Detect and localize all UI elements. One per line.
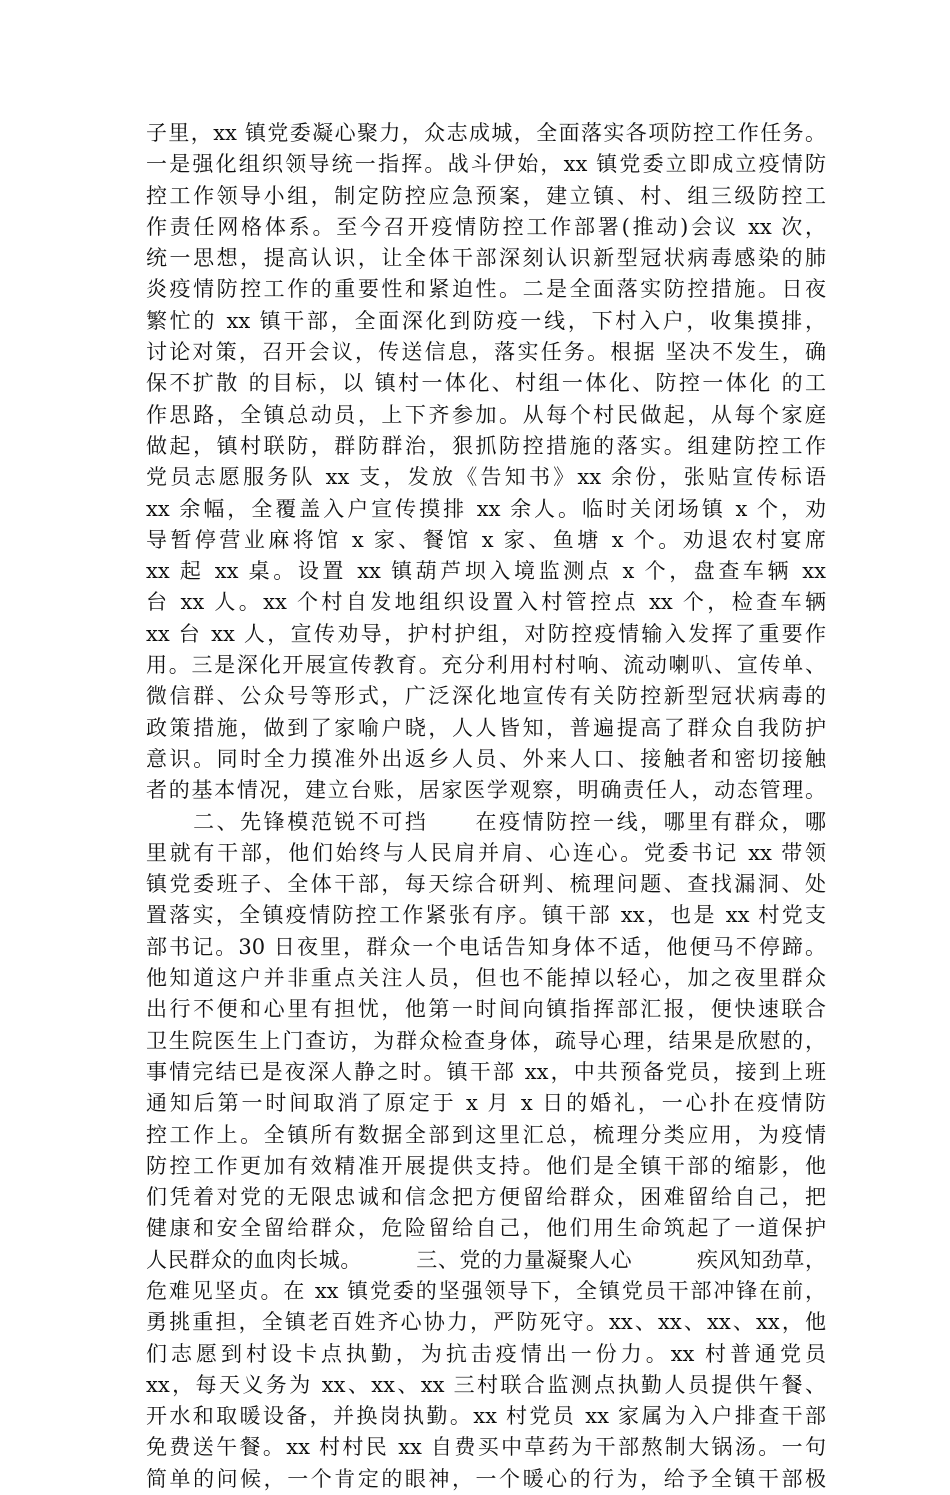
text-line: 勇挑重担，全镇老百姓齐心协力，严防死守。xx、xx、xx、xx，他 [146, 1310, 826, 1335]
text-line: 里就有干部，他们始终与人民肩并肩、心连心。党委书记 xx 带领 [146, 840, 826, 865]
text-line: 危难见坚贞。在 xx 镇党委的坚强领导下，全镇党员干部冲锋在前， [146, 1278, 826, 1303]
text-line: 者的基本情况，建立台账，居家医学观察，明确责任人，动态管理。 [146, 778, 826, 803]
text-line: 保不扩散 的目标，以 镇村一体化、村组一体化、防控一体化 的工 [146, 371, 826, 396]
text-line: xx 台 xx 人，宣传劝导，护村护组，对防控疫情输入发挥了重要作 [146, 621, 826, 646]
text-line: 控工作领导小组，制定防控应急预案，建立镇、村、组三级防控工 [146, 183, 826, 208]
text-line: xx 起 xx 桌。设置 xx 镇葫芦坝入境监测点 x 个，盘查车辆 xx [146, 559, 826, 584]
text-line: 镇党委班子、全体干部，每天综合研判、梳理问题、查找漏洞、处 [146, 872, 826, 897]
text-line: 卫生院医生上门查访，为群众检查身体，疏导心理，结果是欣慰的， [146, 1028, 826, 1053]
text-line: 防控工作更加有效精准开展提供支持。他们是全镇干部的缩影，他 [146, 1153, 826, 1178]
text-line: 意识。同时全力摸准外出返乡人员、外来人口、接触者和密切接触 [146, 746, 826, 771]
text-line: 讨论对策，召开会议，传送信息，落实任务。根据 坚决不发生，确 [146, 340, 826, 365]
text-line: 免费送午餐。xx 村村民 xx 自费买中草药为干部熬制大锅汤。一句 [146, 1435, 826, 1460]
text-line: 微信群、公众号等形式，广泛深化地宣传有关防控新型冠状病毒的 [146, 684, 826, 709]
text-line: 置落实，全镇疫情防控工作紧张有序。镇干部 xx，也是 xx 村党支 [146, 903, 826, 928]
text-line: 导暂停营业麻将馆 x 家、餐馆 x 家、鱼塘 x 个。劝退农村宴席 [146, 527, 826, 552]
text-line: 台 xx 人。xx 个村自发地组织设置入村管控点 xx 个，检查车辆 [146, 590, 826, 615]
text-line: 他知道这户并非重点关注人员，但也不能掉以轻心，加之夜里群众 [146, 966, 826, 991]
text-line: 政策措施，做到了家喻户晓，人人皆知，普遍提高了群众自我防护 [146, 715, 826, 740]
text-line: 通知后第一时间取消了原定于 x 月 x 日的婚礼，一心扑在疫情防 [146, 1091, 826, 1116]
text-line: xx，每天义务为 xx、xx、xx 三村联合监测点执勤人员提供午餐、 [146, 1372, 826, 1397]
text-line: 作思路，全镇总动员，上下齐参加。从每个村民做起，从每个家庭 [146, 402, 826, 427]
text-line: 做起，镇村联防，群防群治，狠抓防控措施的落实。组建防控工作 [146, 433, 826, 458]
text-line: 党员志愿服务队 xx 支，发放《告知书》xx 余份，张贴宣传标语 [146, 465, 826, 490]
text-line: 繁忙的 xx 镇干部，全面深化到防疫一线，下村入户，收集摸排， [146, 308, 826, 333]
text-line: 出行不便和心里有担忧，他第一时间向镇指挥部汇报，便快速联合 [146, 997, 826, 1022]
text-line: 一是强化组织领导统一指挥。战斗伊始，xx 镇党委立即成立疫情防 [146, 152, 826, 177]
text-line: 事情完结已是夜深人静之时。镇干部 xx，中共预备党员，接到上班 [146, 1059, 826, 1084]
text-line: 作责任网格体系。至今召开疫情防控工作部署(推动)会议 xx 次， [146, 214, 826, 239]
text-line: 开水和取暖设备，并换岗执勤。xx 村党员 xx 家属为入户排查干部 [146, 1404, 826, 1429]
text-line: 子里，xx 镇党委凝心聚力，众志成城，全面落实各项防控工作任务。 [146, 121, 826, 145]
body-text [146, 118, 826, 1495]
text-line: 们志愿到村设卡点执勤，为抗击疫情出一份力。xx 村普通党员 [146, 1341, 826, 1366]
text-line: xx 余幅，全覆盖入户宣传摸排 xx 余人。临时关闭场镇 x 个，劝 [146, 496, 826, 521]
text-line: 们凭着对党的无限忠诚和信念把方便留给群众，困难留给自己，把 [146, 1185, 826, 1210]
text-line: 简单的问候，一个肯定的眼神，一个暖心的行为，给予全镇干部极 [146, 1466, 826, 1491]
text-line: 部书记。30 日夜里，群众一个电话告知身体不适，他便马不停蹄。 [146, 934, 826, 959]
text-line: 健康和安全留给群众，危险留给自己，他们用生命筑起了一道保护 [146, 1216, 826, 1241]
text-line: 用。三是深化开展宣传教育。充分利用村村响、流动喇叭、宣传单、 [146, 653, 826, 678]
text-line: 控工作上。全镇所有数据全部到这里汇总，梳理分类应用，为疫情 [146, 1122, 826, 1147]
section-heading-line: 二、先锋模范锐不可挡 在疫情防控一线，哪里有群众，哪 [146, 809, 826, 834]
text-line: 炎疫情防控工作的重要性和紧迫性。二是全面落实防控措施。日夜 [146, 277, 826, 302]
text-line: 统一思想，提高认识，让全体干部深刻认识新型冠状病毒感染的肺 [146, 246, 826, 271]
section-heading-line: 人民群众的血肉长城。 三、党的力量凝聚人心 疾风知劲草， [146, 1247, 826, 1272]
